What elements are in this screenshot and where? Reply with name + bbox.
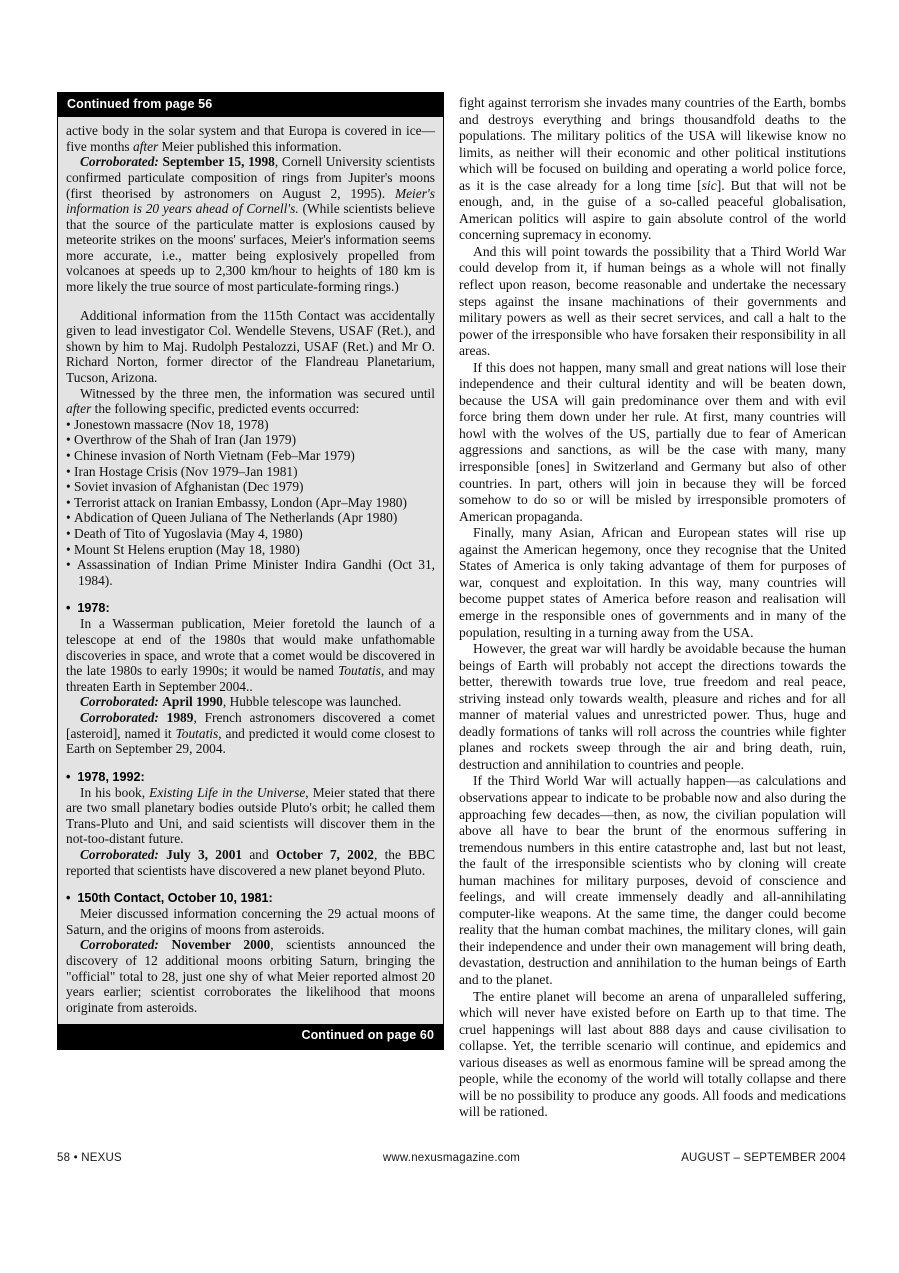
page-footer: [57, 1152, 846, 1168]
list-item: • Assassination of Indian Prime Minister Indira Gandhi (Oct 31, 1984).: [66, 557, 435, 588]
box-paragraph: active body in the solar system and that Europa is covered in ice—five months after Meier published this information.: [66, 123, 435, 154]
section-paragraph-corroborated: Corroborated: April 1990, Hubble telescope was launched.: [80, 694, 402, 710]
body-paragraph: However, the great war will hardly be avoidable because the human beings of Earth will probably not accept the directions towards the better, therewith towards true love, true freedom and real peace, striving instead only towards wealth, pleasure and riches and for all manner of material values and unrestricted power. Thus, huge and deadly formations of tanks will roll across the countries while fighter planes and rockets sweep through the air and bring death, ruin, destruction and annihilation to countries and people.: [459, 641, 846, 772]
sidebar-column: [57, 92, 444, 1050]
body-paragraph: If this does not happen, many small and great nations will lose their independence and their cultural identity and will be beaten down, because the USA will gain predominance over them and with evil force bring them down under her rule. At first, many countries will howl with the wolves of the US, partially due to fear of American aggressions and sanctions, as will be the case with many, many irresponsible [ones] in Switzerland and Germany but also of other countries. In part, others will join in because they will be forced somehow to do so or will be misled by irresponsible promoters of American propaganda.: [459, 359, 846, 524]
body-paragraph: The entire planet will become an arena of unparalleled suffering, which will never have existed before on Earth up to that time. The cruel happenings will last about 888 days and cause civilisation to collapse. Yet, the terrible scenario will continue, and epidemics and various diseases as well as enormous famine will be spread among the people, while the economy of the world will totally collapse and there will be no possibility to produce any goods. All foods and medications will be rationed.: [459, 988, 846, 1120]
list-item: • Jonestown massacre (Nov 18, 1978): [66, 417, 435, 433]
list-item: • Mount St Helens eruption (May 18, 1980): [66, 542, 435, 558]
box-paragraph: Additional information from the 115th Contact was accidentally given to lead investigator Col. Wendelle Stevens, USAF (Ret.), and shown by him to Maj. Rudolph Pestalozzi, USAF (Ret.) and Mr O. Richard Norton, former director of the Flandreau Planetarium, Tucson, Arizona.: [66, 307, 435, 386]
list-item: • Soviet invasion of Afghanistan (Dec 1979): [66, 479, 435, 495]
continued-on-footer: Continued on page 60: [58, 1024, 443, 1048]
section-paragraph-corroborated: Corroborated: 1989, French astronomers discovered a comet [asteroid], named it Toutatis, and predicted it would come closest to Earth on September 29, 2004.: [66, 709, 435, 757]
footer-issue-date: AUGUST – SEPTEMBER 2004: [681, 1152, 846, 1164]
list-item: • Iran Hostage Crisis (Nov 1979–Jan 1981): [66, 464, 435, 480]
list-item: • Terrorist attack on Iranian Embassy, London (Apr–May 1980): [66, 495, 435, 511]
body-paragraph: And this will point towards the possibility that a Third World War could develop from it, if human beings as a whole will not finally reflect upon reason, become reasonable and undertake the necessary steps against the insane machinations of their governments and military powers as well as their secret services, and call a halt to the power of the irresponsible who have forsaken their responsibility in all areas.: [459, 243, 846, 359]
section-heading-150th-contact: • 150th Contact, October 10, 1981:: [66, 891, 435, 906]
continued-from-header: Continued from page 56: [58, 93, 443, 117]
section-paragraph: In his book, Existing Life in the Universe, Meier stated that there are two small planetary bodies outside Pluto's orbit; he called them Trans-Pluto and Uni, and said scientists will discover them in the not-too-distant future.: [66, 784, 435, 847]
section-paragraph: Meier discussed information concerning the 29 actual moons of Saturn, and the origins of moons from asteroids.: [66, 906, 435, 937]
continued-article-box: [57, 92, 444, 1050]
list-item: • Chinese invasion of North Vietnam (Feb–Mar 1979): [66, 448, 435, 464]
page-columns: [57, 92, 846, 1120]
body-paragraph: If the Third World War will actually happen—as calculations and observations appear to indicate to be probable now and also during the approaching few decades—then, as now, the civilian population will above all have to bear the brunt of the enormous suffering in tremendous numbers in this entire catastrophe and, last but not least, the fault of the irresponsible scientists who by cloning will create human machines for military purposes, devoid of conscience and feelings, and will create immensely deadly and all-annihilating computer-like weapons. At the same time, the danger could become reality that the human combat machines, the military clones, will gain their independence and under their own management will bring death, devastation, destruction and annihilation to the human beings of Earth and to the planet.: [459, 773, 846, 987]
body-paragraph: Finally, many Asian, African and European states will rise up against the American hegemony, once they recognise that the United States of America is only taking advantage of them for purposes of war, conquest and exploitation. In this way, many countries will become puppet states of America before reason and realisation will emerge in the responsible ones of governments and in many of the population, resulting in a turning away from the USA.: [459, 525, 846, 640]
list-item: • Death of Tito of Yugoslavia (May 4, 1980): [66, 526, 435, 542]
section-paragraph: In a Wasserman publication, Meier foretold the launch of a telescope at end of the 1980s that would make unfathomable discoveries in space, and wrote that a comet would be discovered in the late 1980s to early 1990s; it would be named Toutatis, and may threaten Earth in September 2004..: [66, 616, 436, 694]
box-paragraph: Witnessed by the three men, the information was secured until after the following specific, predicted events occurred:: [66, 385, 435, 417]
continued-article-body: [58, 117, 443, 1024]
list-item: • Abdication of Queen Juliana of The Netherlands (Apr 1980): [66, 510, 435, 526]
main-text-column: [459, 95, 846, 1121]
section-heading-1978: • 1978:: [66, 601, 435, 616]
footer-page-number: 58 • NEXUS: [57, 1152, 122, 1164]
box-paragraph-corroborated: Corroborated: September 15, 1998, Cornell University scientists confirmed particulate composition of rings from Jupiter's moons (first theorised by astronomers on August 2, 1995). Meier's information is 20 years ahead of Cornell's. (While scientists believe that the source of the particulate matter is explosions caused by meteorite strikes on the moons' surfaces, Meier's information seems more accurate, i.e., matter being explosively propelled from volcanoes at speeds up to 2,300 km/hour to heights of 180 km is more likely the true source of most particulate-forming rings.): [66, 154, 435, 295]
list-item: • Overthrow of the Shah of Iran (Jan 1979): [66, 432, 435, 448]
body-paragraph: fight against terrorism she invades many countries of the Earth, bombs and destroys everything and brings thousandfold deaths to the populations. The military politics of the USA will likewise know no limits, as neither will their economic and other political institutions which will be focused on building and operating a world police force, as it is the case already for a long time [sic]. But that will not be enough, and, in the guise of a so-called peaceful globalisation, American politics will aspire to gain absolute control of the world concerning supremacy in economy.: [459, 95, 846, 243]
section-paragraph-corroborated: Corroborated: July 3, 2001 and October 7, 2002, the BBC reported that scientists have discovered a new planet beyond Pluto.: [66, 847, 436, 878]
footer-website: www.nexusmagazine.com: [382, 1152, 521, 1164]
predicted-events-list: [66, 417, 435, 589]
section-heading-1978-1992: • 1978, 1992:: [66, 770, 435, 785]
section-paragraph-corroborated: Corroborated: November 2000, scientists announced the discovery of 12 additional moons orbiting Saturn, bringing the "official" total to 28, just one shy of what Meier reported almost 20 years earlier; scientist corroborates the likelihood that moons originate from asteroids.: [66, 937, 435, 1015]
